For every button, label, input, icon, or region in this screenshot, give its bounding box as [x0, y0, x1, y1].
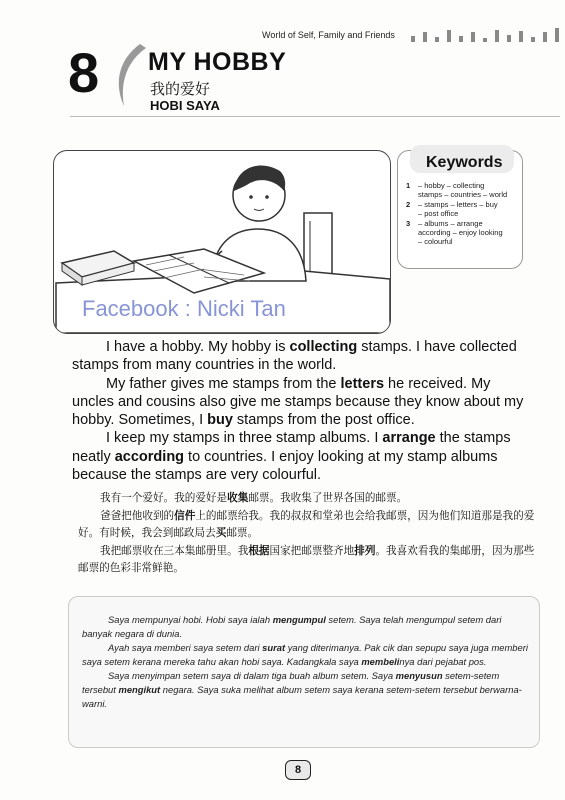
english-paragraph-1: I have a hobby. My hobby is collecting stamps. I have collected stamps from many countries in the world. [72, 339, 517, 374]
keywords-list [406, 181, 518, 247]
malay-paragraph-2: Ayah saya memberi saya setem dari surat yang diterimanya. Pak cik dan sepupu saya juga memberi saya setem kerana mereka tahu akan hobi saya. Kadangkala saya membelinya dari pejabat pos. [82, 642, 528, 667]
chinese-paragraph-2: 爸爸把他收到的信件上的邮票给我。我的叔叔和堂弟也会给我邮票，因为他们知道那是我的爱好。有时候，我会到邮政局去买邮票。 [78, 509, 535, 539]
chinese-passage [78, 490, 538, 578]
english-paragraph-2: My father gives me stamps from the letters he received. My uncles and cousins also give me stamps because they know about my hobby. Sometimes, I buy stamps from the post office. [72, 375, 524, 429]
decorative-dots [405, 22, 565, 50]
header-divider [70, 116, 560, 117]
malay-paragraph-1: Saya mempunyai hobi. Hobi saya ialah mengumpul setem. Saya telah mengumpul setem dari banyak negara di dunia. [82, 614, 502, 639]
brush-swoosh-icon [110, 40, 150, 110]
keyword-item: 1 – hobby – collecting stamps – countries – world [406, 181, 508, 200]
facebook-watermark: Facebook : Nicki Tan [82, 296, 286, 321]
chinese-paragraph-1: 我有一个爱好。我的爱好是收集邮票。我收集了世界各国的邮票。 [100, 492, 408, 504]
chapter-title-english: MY HOBBY [148, 48, 287, 76]
keyword-item: 3 – albums – arrange according – enjoy looking – colourful [406, 218, 503, 247]
keywords-title: Keywords [426, 154, 503, 171]
english-passage [72, 338, 527, 484]
chapter-title-chinese: 我的爱好 [150, 80, 211, 98]
english-paragraph-3: I keep my stamps in three stamp albums. I arrange the stamps neatly according to countries. I enjoy looking at my stamp albums because the stamps are very colourful. [72, 430, 511, 484]
keyword-item: 2 – stamps – letters – buy – post office [406, 199, 498, 219]
malay-passage [82, 613, 530, 711]
page-number: 8 [285, 760, 311, 780]
chapter-number: 8 [68, 41, 100, 104]
keywords-box [397, 150, 523, 269]
section-header: World of Self, Family and Friends [262, 30, 395, 40]
chapter-title-malay: HOBI SAYA [150, 98, 220, 113]
chinese-paragraph-3: 我把邮票收在三本集邮册里。我根据国家把邮票整齐地排列。我喜欢看我的集邮册，因为那些邮票的色彩非常鲜艳。 [78, 544, 535, 574]
malay-paragraph-3: Saya menyimpan setem saya di dalam tiga buah album setem. Saya menyusun setem-setem tersebut mengikut negara. Saya suka melihat album setem saya kerana setem-setem tersebut berwarna-warni. [82, 670, 522, 709]
